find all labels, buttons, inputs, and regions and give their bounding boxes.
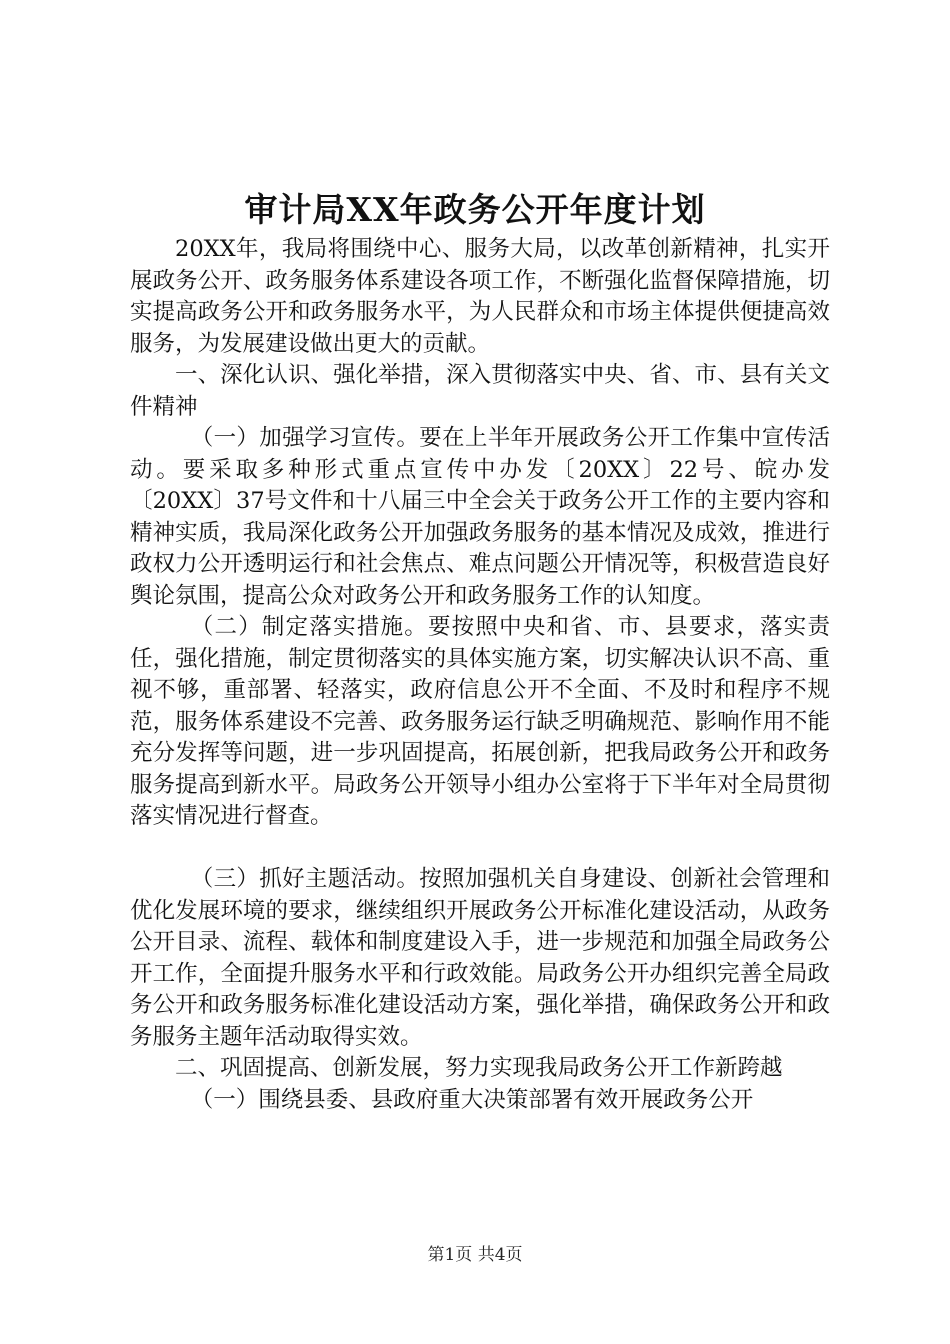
subsection-1-3: （三）抓好主题活动。按照加强机关自身建设、创新社会管理和优化发展环境的要求，继续组织开展政务公开标准化建设活动，从政务公开目录、流程、载体和制度建设入手，进一步规范和加强全局政务公开工作，全面提升服务水平和行政效能。局政务公开办组织完善全局政务公开和政务服务标准化建设活动方案，强化举措，确保政务公开和政务服务主题年活动取得实效。 bbox=[130, 866, 830, 1050]
intro-paragraph: 20XX年，我局将围绕中心、服务大局，以改革创新精神，扎实开展政务公开、政务服务体系建设各项工作，不断强化监督保障措施，切实提高政务公开和政务服务水平，为人民群众和市场主体提供便捷高效服务，为发展建设做出更大的贡献。 bbox=[130, 236, 830, 357]
subsection-1-1: （一）加强学习宣传。要在上半年开展政务公开工作集中宣传活动。要采取多种形式重点宣传中办发〔20XX〕22号、皖办发〔20XX〕37号文件和十八届三中全会关于政务公开工作的主要内容和精神实质，我局深化政务公开加强政务服务的基本情况及成效，推进行政权力公开透明运行和社会焦点、难点问题公开情况等，积极营造良好舆论氛围，提高公众对政务公开和政务服务工作的认知度。 bbox=[130, 425, 830, 609]
subsection-1-2: （二）制定落实措施。要按照中央和省、市、县要求，落实责任，强化措施，制定贯彻落实的具体实施方案，切实解决认识不高、重视不够，重部署、轻落实，政府信息公开不全面、不及时和程序不规范，服务体系建设不完善、政务服务运行缺乏明确规范、影响作用不能充分发挥等问题，进一步巩固提高，拓展创新，把我局政务公开和政务服务提高到新水平。局政务公开领导小组办公室将于下半年对全局贯彻落实情况进行督查。 bbox=[130, 614, 830, 829]
document-title: 审计局XX年政务公开年度计划 bbox=[244, 190, 706, 229]
document-body bbox=[130, 234, 830, 1116]
page-number: 第1页 共4页 bbox=[427, 1245, 523, 1265]
section-heading-2: 二、巩固提高、创新发展，努力实现我局政务公开工作新跨越 bbox=[175, 1055, 783, 1081]
subsection-2-1: （一）围绕县委、县政府重大决策部署有效开展政务公开 bbox=[190, 1086, 754, 1113]
section-heading-1: 一、深化认识、强化举措，深入贯彻落实中央、省、市、县有关文件精神 bbox=[130, 362, 830, 420]
